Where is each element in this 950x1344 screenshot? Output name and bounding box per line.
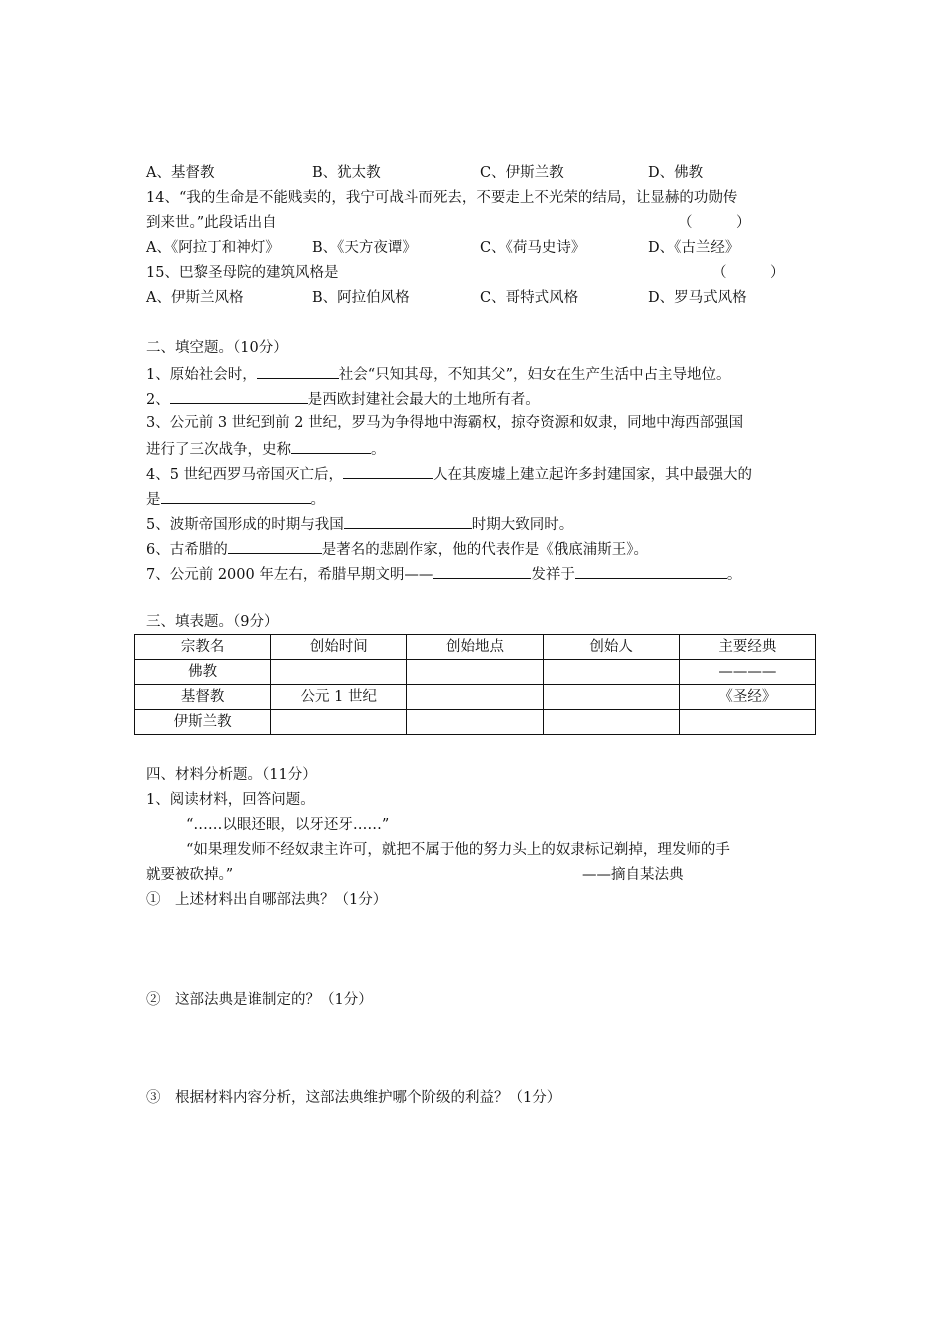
table-cell: 伊斯兰教 (135, 710, 271, 735)
fill-q3-line1: 3、公元前 3 世纪到前 2 世纪，罗马为争得地中海霸权，掠夺资源和奴隶，同地中海西部强国 (146, 415, 744, 431)
table-cell[interactable] (543, 710, 679, 735)
fill-q4-blank2[interactable] (161, 488, 311, 504)
q14-option-a: A、《阿拉丁和神灯》 (146, 240, 280, 256)
q15-stem: 15、巴黎圣母院的建筑风格是 (146, 265, 339, 281)
q14-answer-paren: （ ） (678, 215, 751, 231)
q14-stem-line2: 到来世。”此段话出自 (146, 215, 277, 231)
fill-q2 (146, 388, 540, 410)
table-header-cell: 主要经典 (679, 635, 815, 660)
fill-q7-blank1[interactable] (433, 563, 531, 579)
material-quote-1: “……以眼还眼，以牙还牙……” (186, 817, 390, 833)
table-cell: ———— (679, 660, 815, 685)
fill-q3-pre: 进行了三次战争，史称 (146, 442, 291, 458)
q15-answer-paren: （ ） (712, 265, 785, 281)
material-sub-question-2: ② 这部法典是谁制定的？（1分） (146, 992, 373, 1008)
fill-q7-mid: 发祥于 (531, 567, 575, 583)
fill-q4-post: 人在其废墟上建立起许多封建国家，其中最强大的 (433, 467, 753, 483)
table-row (135, 660, 816, 685)
fill-q1-post: 社会“只知其母，不知其父”，妇女在生产生活中占主导地位。 (338, 367, 731, 383)
fill-q1-pre: 1、原始社会时， (146, 367, 257, 383)
q14-option-b: B、《天方夜谭》 (312, 240, 417, 256)
material-source: ——摘自某法典 (582, 867, 684, 883)
fill-q4-line2-pre: 是 (146, 492, 161, 508)
material-q1-intro: 1、阅读材料，回答问题。 (146, 792, 315, 808)
table-cell[interactable] (543, 660, 679, 685)
fill-q3-line2 (146, 438, 386, 460)
fill-q7-post: 。 (726, 567, 742, 583)
material-sub-question-3: ③ 根据材料内容分析，这部法典维护哪个阶级的利益？（1分） (146, 1090, 562, 1106)
table-cell[interactable] (407, 660, 543, 685)
table-header-cell: 创始人 (543, 635, 679, 660)
table-header-cell: 创始地点 (407, 635, 543, 660)
section2-title: 二、填空题。（10分） (146, 340, 288, 356)
section3-title: 三、填表题。（9分） (146, 614, 279, 630)
fill-q4-line2 (146, 488, 325, 510)
table-cell[interactable] (271, 660, 407, 685)
fill-q6-blank[interactable] (228, 538, 322, 554)
table-header-row (135, 635, 816, 660)
fill-q1 (146, 363, 731, 385)
table-header-cell: 宗教名 (135, 635, 271, 660)
table-cell: 《圣经》 (679, 685, 815, 710)
table-cell[interactable] (407, 685, 543, 710)
q13-option-c: C、伊斯兰教 (480, 165, 564, 181)
fill-q7-blank2[interactable] (575, 563, 727, 579)
table-cell[interactable] (407, 710, 543, 735)
fill-q5-blank[interactable] (344, 513, 472, 529)
section4-title: 四、材料分析题。（11分） (146, 767, 317, 783)
table-header-cell: 创始时间 (271, 635, 407, 660)
q14-option-c: C、《荷马史诗》 (480, 240, 586, 256)
q15-option-a: A、伊斯兰风格 (146, 290, 244, 306)
fill-q2-blank[interactable] (170, 388, 308, 404)
fill-q3-blank[interactable] (291, 438, 371, 454)
fill-q7 (146, 563, 741, 585)
fill-q2-pre: 2、 (146, 392, 170, 408)
fill-q5-post: 时期大致同时。 (471, 517, 574, 533)
fill-q5 (146, 513, 573, 535)
q13-option-b: B、犹太教 (312, 165, 381, 181)
table-cell: 基督教 (135, 685, 271, 710)
q15-option-b: B、阿拉伯风格 (312, 290, 410, 306)
fill-q4-pre: 4、5 世纪西罗马帝国灭亡后， (146, 467, 344, 483)
material-quote-2-line2: 就要被砍掉。” (146, 867, 234, 883)
table-cell: 公元 1 世纪 (271, 685, 407, 710)
table-cell[interactable] (271, 710, 407, 735)
table-cell[interactable] (543, 685, 679, 710)
fill-q7-pre: 7、公元前 2000 年左右，希腊早期文明—— (146, 567, 434, 583)
fill-q6-post: 是著名的悲剧作家，他的代表作是《俄底浦斯王》。 (321, 542, 648, 558)
material-sub-question-1: ① 上述材料出自哪部法典？（1分） (146, 892, 388, 908)
q15-option-d: D、罗马式风格 (648, 290, 747, 306)
q13-option-a: A、基督教 (146, 165, 215, 181)
table-cell: 佛教 (135, 660, 271, 685)
fill-q4-line2-post: 。 (310, 492, 325, 508)
fill-q3-post: 。 (371, 442, 386, 458)
q15-option-c: C、哥特式风格 (480, 290, 579, 306)
fill-q6 (146, 538, 648, 560)
table-row (135, 710, 816, 735)
fill-q1-blank[interactable] (257, 363, 339, 379)
q14-stem-line1: 14、“我的生命是不能贱卖的，我宁可战斗而死去，不要走上不光荣的结局，让显赫的功勋传 (146, 190, 738, 206)
q13-option-d: D、佛教 (648, 165, 704, 181)
table-row (135, 685, 816, 710)
religion-table (134, 634, 816, 735)
material-quote-2-line1: “如果理发师不经奴隶主许可，就把不属于他的努力头上的奴隶标记剃掉，理发师的手 (186, 842, 730, 858)
table-cell[interactable] (679, 710, 815, 735)
fill-q2-post: 是西欧封建社会最大的土地所有者。 (307, 392, 540, 408)
fill-q6-pre: 6、古希腊的 (146, 542, 228, 558)
fill-q4-line1 (146, 463, 752, 485)
fill-q5-pre: 5、波斯帝国形成的时期与我国 (146, 517, 344, 533)
q14-option-d: D、《古兰经》 (648, 240, 740, 256)
fill-q4-blank1[interactable] (343, 463, 433, 479)
